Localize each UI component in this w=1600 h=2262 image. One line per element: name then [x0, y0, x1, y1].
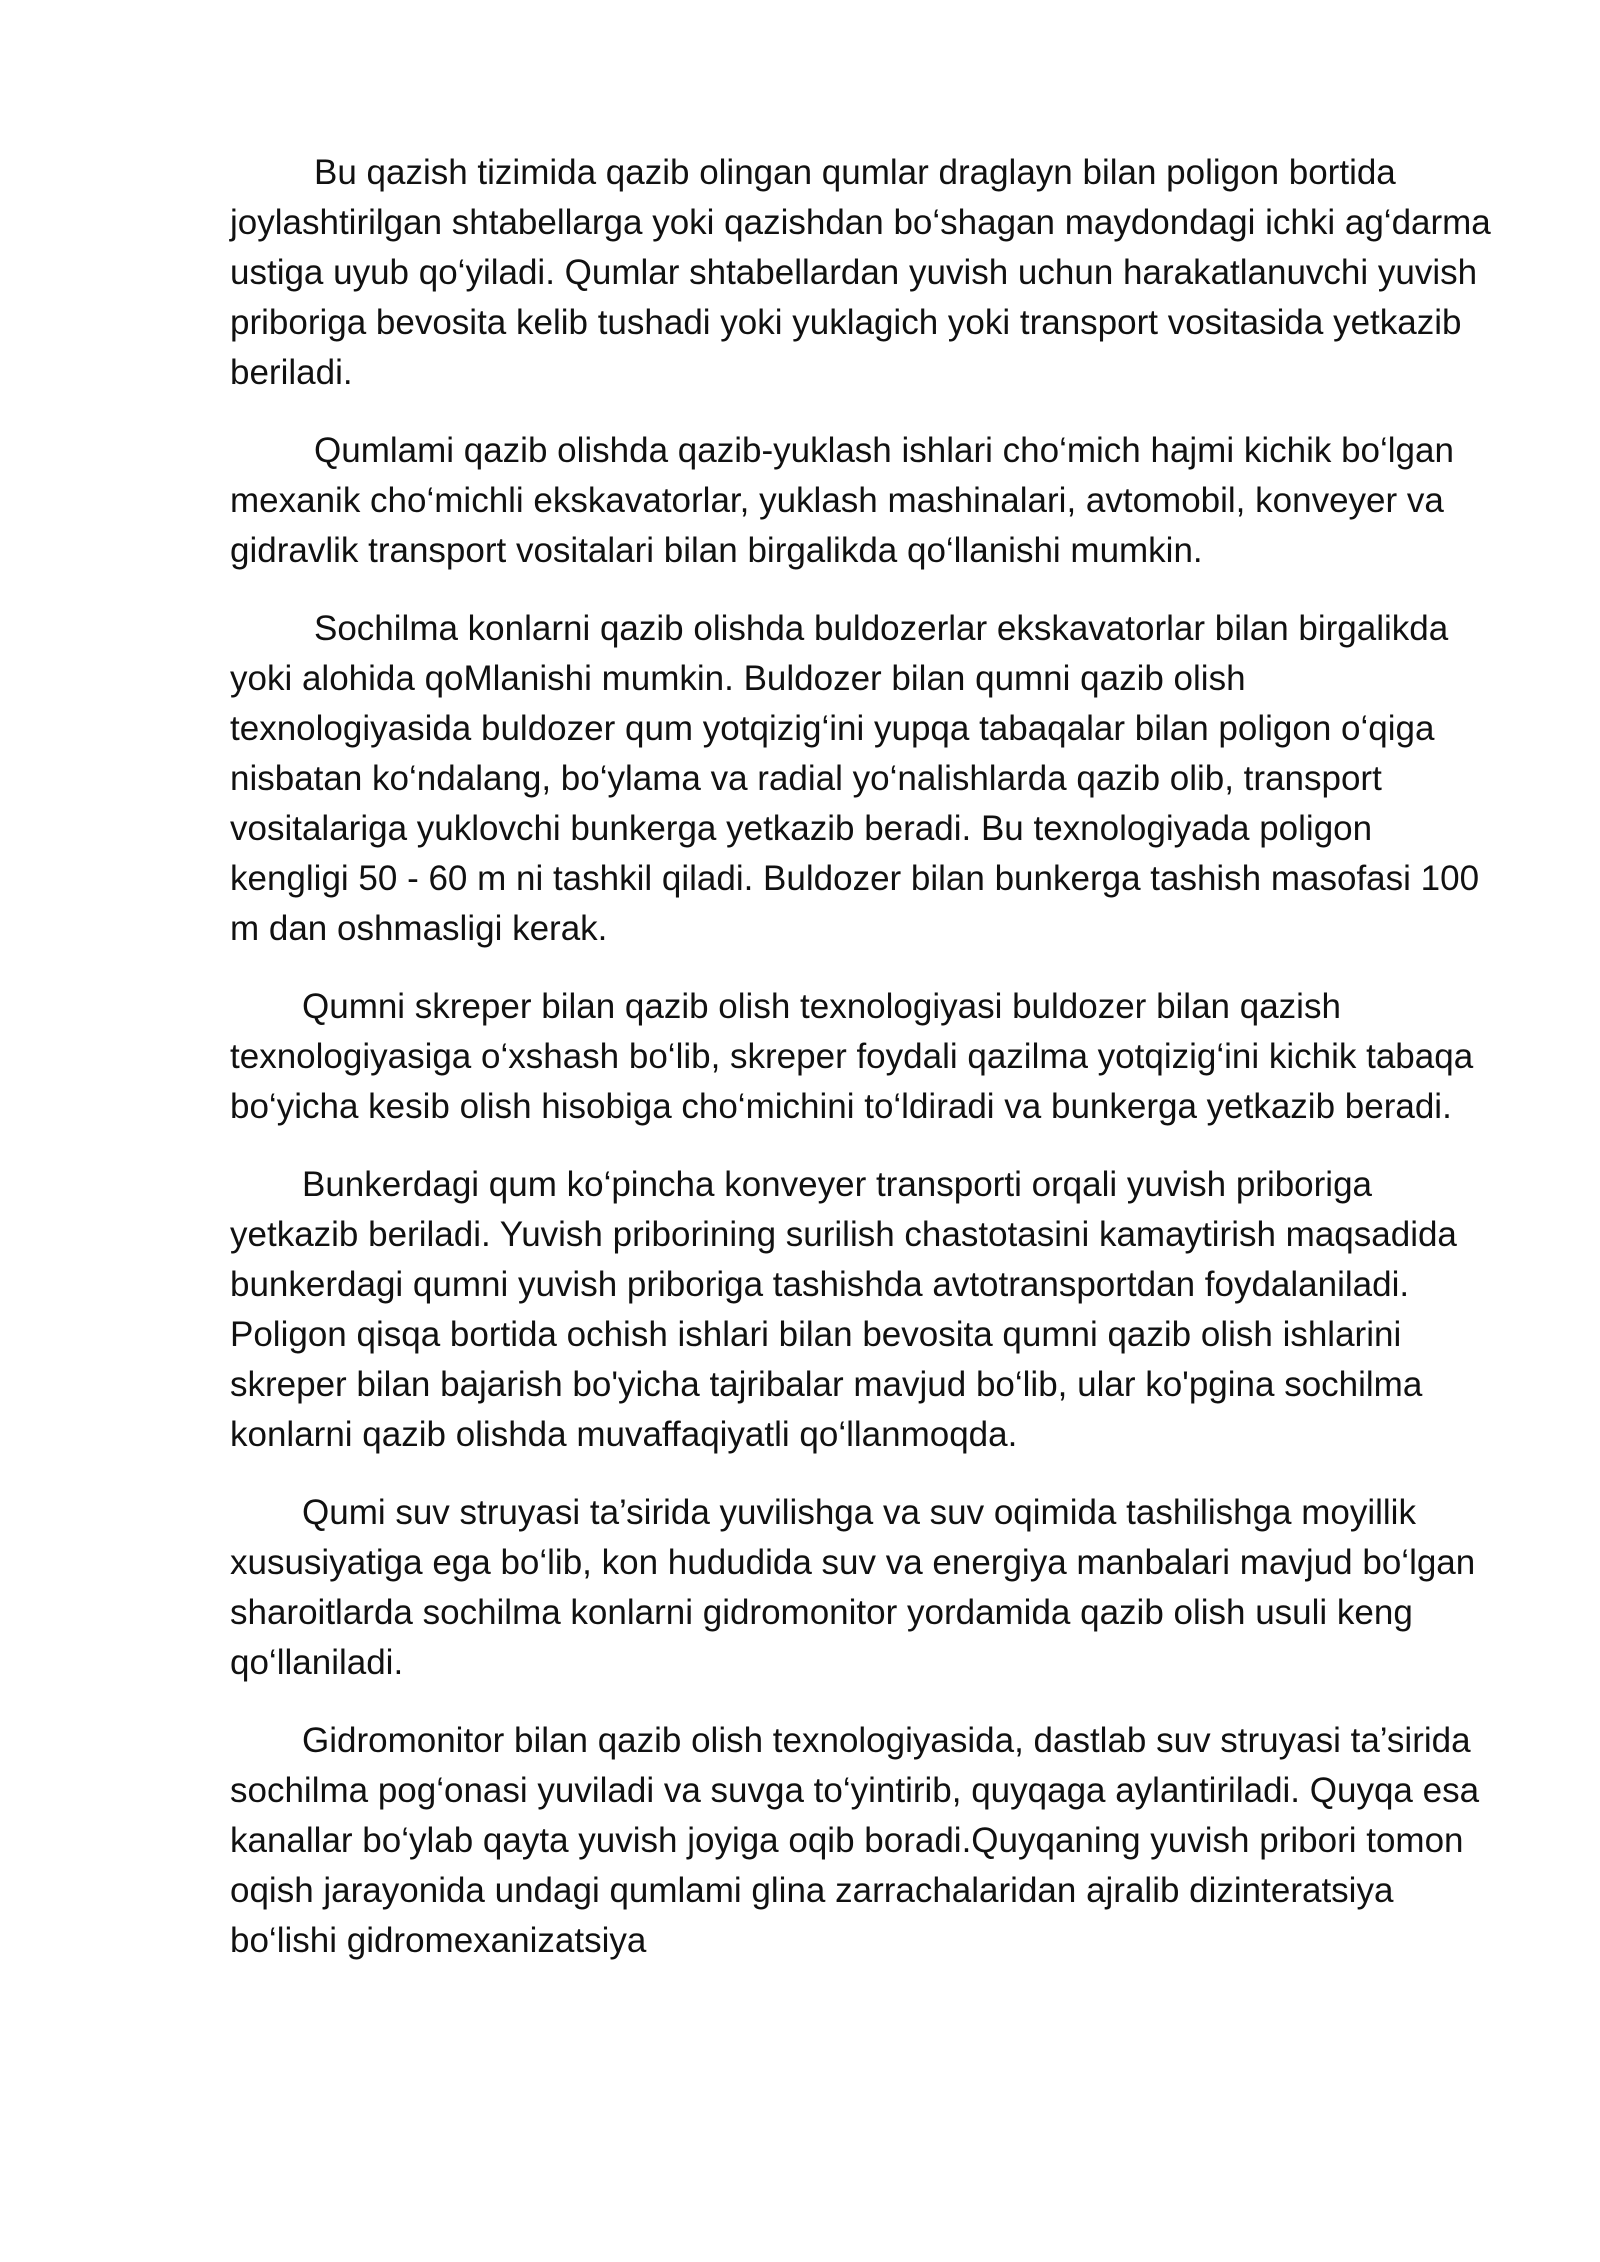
paragraph: Sochilma konlarni qazib olishda buldozerlar ekskavatorlar bilan birgalikda yoki alohida qoMlanishi mumkin. Buldozer bilan qumni qazib olish texnologiyasida buldozer qum yotqizig‘ini yupqa tabaqalar bilan poligon o‘qiga nisbatan ko‘ndalang, bo‘ylama va radial yo‘nalishlarda qazib olib, transport vositalariga yuklovchi bunkerga yetkazib beradi. Bu texnologiyada poligon kengligi 50 - 60 m ni tashkil qiladi. Buldozer bilan bunkerga tashish masofasi 100 m dan oshmasligi kerak.: [230, 609, 1480, 948]
paragraph: Bunkerdagi qum ko‘pincha konveyer transporti orqali yuvish priboriga yetkazib beriladi. Yuvish priborining surilish chastotasini kamaytirish maqsadida bunkerdagi qumni yuvish priboriga tashishda avtotransportdan foydalaniladi. Poligon qisqa bortida ochish ishlari bilan bevosita qumni qazib olish ishlarini skreper bilan bajarish bo'yicha tajribalar mavjud bo‘lib, ular ko'pgina sochilma konlarni qazib olishda muvaffaqiyatli qo‘llanmoqda.: [230, 1165, 1457, 1454]
paragraph: Qumlami qazib olishda qazib-yuklash ishlari cho‘mich hajmi kichik bo‘lgan mexanik cho‘michli ekskavatorlar, yuklash mashinalari, avtomobil, konveyer va gidravlik transport vositalari bilan birgalikda qo‘llanishi mumkin.: [230, 431, 1454, 570]
document-body: [230, 148, 1492, 1994]
paragraph: Bu qazish tizimida qazib olingan qumlar draglayn bilan poligon bortida joylashtirilgan shtabellarga yoki qazishdan bo‘shagan maydondagi ichki ag‘darma ustiga uyub qo‘yiladi. Qumlar shtabellardan yuvish uchun harakatlanuvchi yuvish priboriga bevosita kelib tushadi yoki yuklagich yoki transport vositasida yetkazib beriladi.: [230, 153, 1491, 392]
paragraph: Qumni skreper bilan qazib olish texnologiyasi buldozer bilan qazish texnologiyasiga o‘xshash bo‘lib, skreper foydali qazilma yotqizig‘ini kichik tabaqa bo‘yicha kesib olish hisobiga cho‘michini to‘ldiradi va bunkerga yetkazib beradi.: [230, 987, 1474, 1126]
paragraph: Qumi suv struyasi ta’sirida yuvilishga va suv oqimida tashilishga moyillik xususiyatiga ega bo‘lib, kon hududida suv va energiya manbalari mavjud bo‘lgan sharoitlarda sochilma konlarni gidromonitor yordamida qazib olish usuli keng qo‘llaniladi.: [230, 1493, 1476, 1682]
paragraph: Gidromonitor bilan qazib olish texnologiyasida, dastlab suv struyasi ta’sirida sochilma pog‘onasi yuviladi va suvga to‘yintirib, quyqaga aylantiriladi. Quyqa esa kanallar bo‘ylab qayta yuvish joyiga oqib boradi.Quyqaning yuvish pribori tomon oqish jarayonida undagi qumlami glina zarrachalaridan ajralib dizinteratsiya bo‘lishi gidromexanizatsiya: [230, 1721, 1480, 1960]
